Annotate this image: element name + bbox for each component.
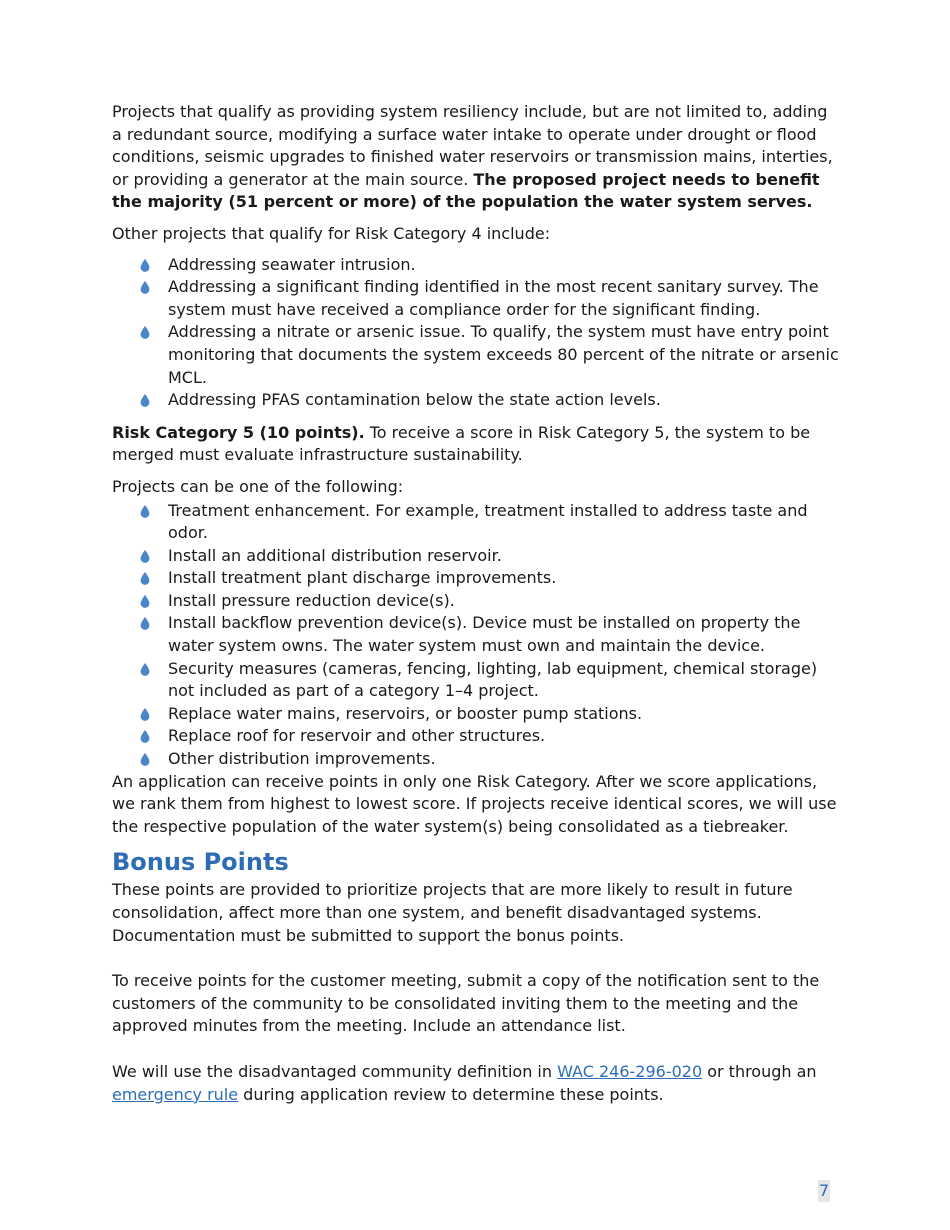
list-item <box>112 321 842 389</box>
list-item <box>112 545 842 568</box>
risk-category-5-title: Risk Category 5 (10 points). <box>112 422 365 442</box>
water-drop-icon <box>140 394 150 407</box>
page-number: 7 <box>818 1181 830 1200</box>
water-drop-icon <box>140 663 150 676</box>
wac-link[interactable]: WAC 246-296-020 <box>557 1061 703 1081</box>
definition-text-c: during application review to determine these points. <box>238 1084 664 1104</box>
list-item-text: Security measures (cameras, fencing, lighting, lab equipment, chemical storage) not included as part of a category 1–4 project. <box>168 658 818 701</box>
list-item <box>112 658 842 703</box>
water-drop-icon <box>140 505 150 518</box>
disadvantaged-definition-paragraph <box>112 1061 842 1106</box>
list-item-text: Addressing a significant finding identified in the most recent sanitary survey. The system must have received a compliance order for the significant finding. <box>168 277 819 319</box>
category4-list <box>112 254 842 412</box>
water-drop-icon <box>140 281 150 294</box>
list-item <box>112 725 842 748</box>
category5-list <box>112 500 842 771</box>
page-content <box>112 101 842 1106</box>
water-drop-icon <box>140 595 150 608</box>
bonus-intro-paragraph: These points are provided to prioritize projects that are more likely to result in future consolidation, affect more than one system, and benefit disadvantaged systems. Documentation must be submitted to support the bonus points. <box>112 880 793 945</box>
water-drop-icon <box>140 708 150 721</box>
customer-meeting-paragraph: To receive points for the customer meeting, submit a copy of the notification sent to the customers of the community to be consolidated inviting them to the meeting and the approved minutes from the meeting. Include an attendance list. <box>112 971 820 1036</box>
risk-category-5-text: To receive a score in Risk Category 5, the system to be merged must evaluate infrastructure sustainability. <box>112 422 811 465</box>
list-item <box>112 703 842 726</box>
water-drop-icon <box>140 326 150 339</box>
list-item <box>112 500 842 545</box>
list-item-text: Addressing seawater intrusion. <box>168 254 416 274</box>
list-item-text: Install pressure reduction device(s). <box>168 590 455 610</box>
list-item-text: Replace water mains, reservoirs, or booster pump stations. <box>168 703 643 723</box>
list-item <box>112 389 842 412</box>
risk-category-5-paragraph <box>112 422 842 467</box>
category5-intro: Projects can be one of the following: <box>112 476 404 496</box>
resiliency-paragraph <box>112 101 842 214</box>
water-drop-icon <box>140 259 150 272</box>
resiliency-text: Projects that qualify as providing system resiliency include, but are not limited to, adding a redundant source, modifying a surface water intake to operate under drought or flood conditions, seismic upgrades to finished water reservoirs or transmission mains, interties, or providing a generator at the main source. <box>112 102 833 189</box>
water-drop-icon <box>140 730 150 743</box>
water-drop-icon <box>140 753 150 766</box>
bonus-points-heading: Bonus Points <box>112 848 289 877</box>
ranking-paragraph: An application can receive points in only one Risk Category. After we score applications, we rank them from highest to lowest score. If projects receive identical scores, we will use the respective population of the water system(s) being consolidated as a tiebreaker. <box>112 771 837 836</box>
emergency-rule-link[interactable]: emergency rule <box>112 1084 239 1104</box>
category4-intro: Other projects that qualify for Risk Category 4 include: <box>112 223 551 243</box>
list-item-text: Addressing a nitrate or arsenic issue. To qualify, the system must have entry point monitoring that documents the system exceeds 80 percent of the nitrate or arsenic MCL. <box>168 322 839 387</box>
resiliency-requirement: The proposed project needs to benefit the majority (51 percent or more) of the population the water system serves. <box>112 169 820 212</box>
water-drop-icon <box>140 617 150 630</box>
list-item <box>112 612 842 657</box>
list-item <box>112 567 842 590</box>
list-item-text: Replace roof for reservoir and other structures. <box>168 726 546 746</box>
definition-text-a: We will use the disadvantaged community definition in <box>112 1061 558 1081</box>
list-item-text: Addressing PFAS contamination below the state action levels. <box>168 390 661 410</box>
water-drop-icon <box>140 550 150 563</box>
water-drop-icon <box>140 572 150 585</box>
list-item <box>112 254 842 277</box>
definition-text-b: or through an <box>702 1061 817 1081</box>
list-item-text: Install backflow prevention device(s). Device must be installed on property the water system owns. The water system must own and maintain the device. <box>168 613 801 656</box>
list-item-text: Treatment enhancement. For example, treatment installed to address taste and odor. <box>168 500 808 543</box>
list-item-text: Other distribution improvements. <box>168 749 436 769</box>
list-item-text: Install treatment plant discharge improvements. <box>168 568 557 588</box>
list-item-text: Install an additional distribution reservoir. <box>168 545 502 565</box>
list-item <box>112 590 842 613</box>
list-item <box>112 748 842 771</box>
list-item <box>112 276 842 321</box>
